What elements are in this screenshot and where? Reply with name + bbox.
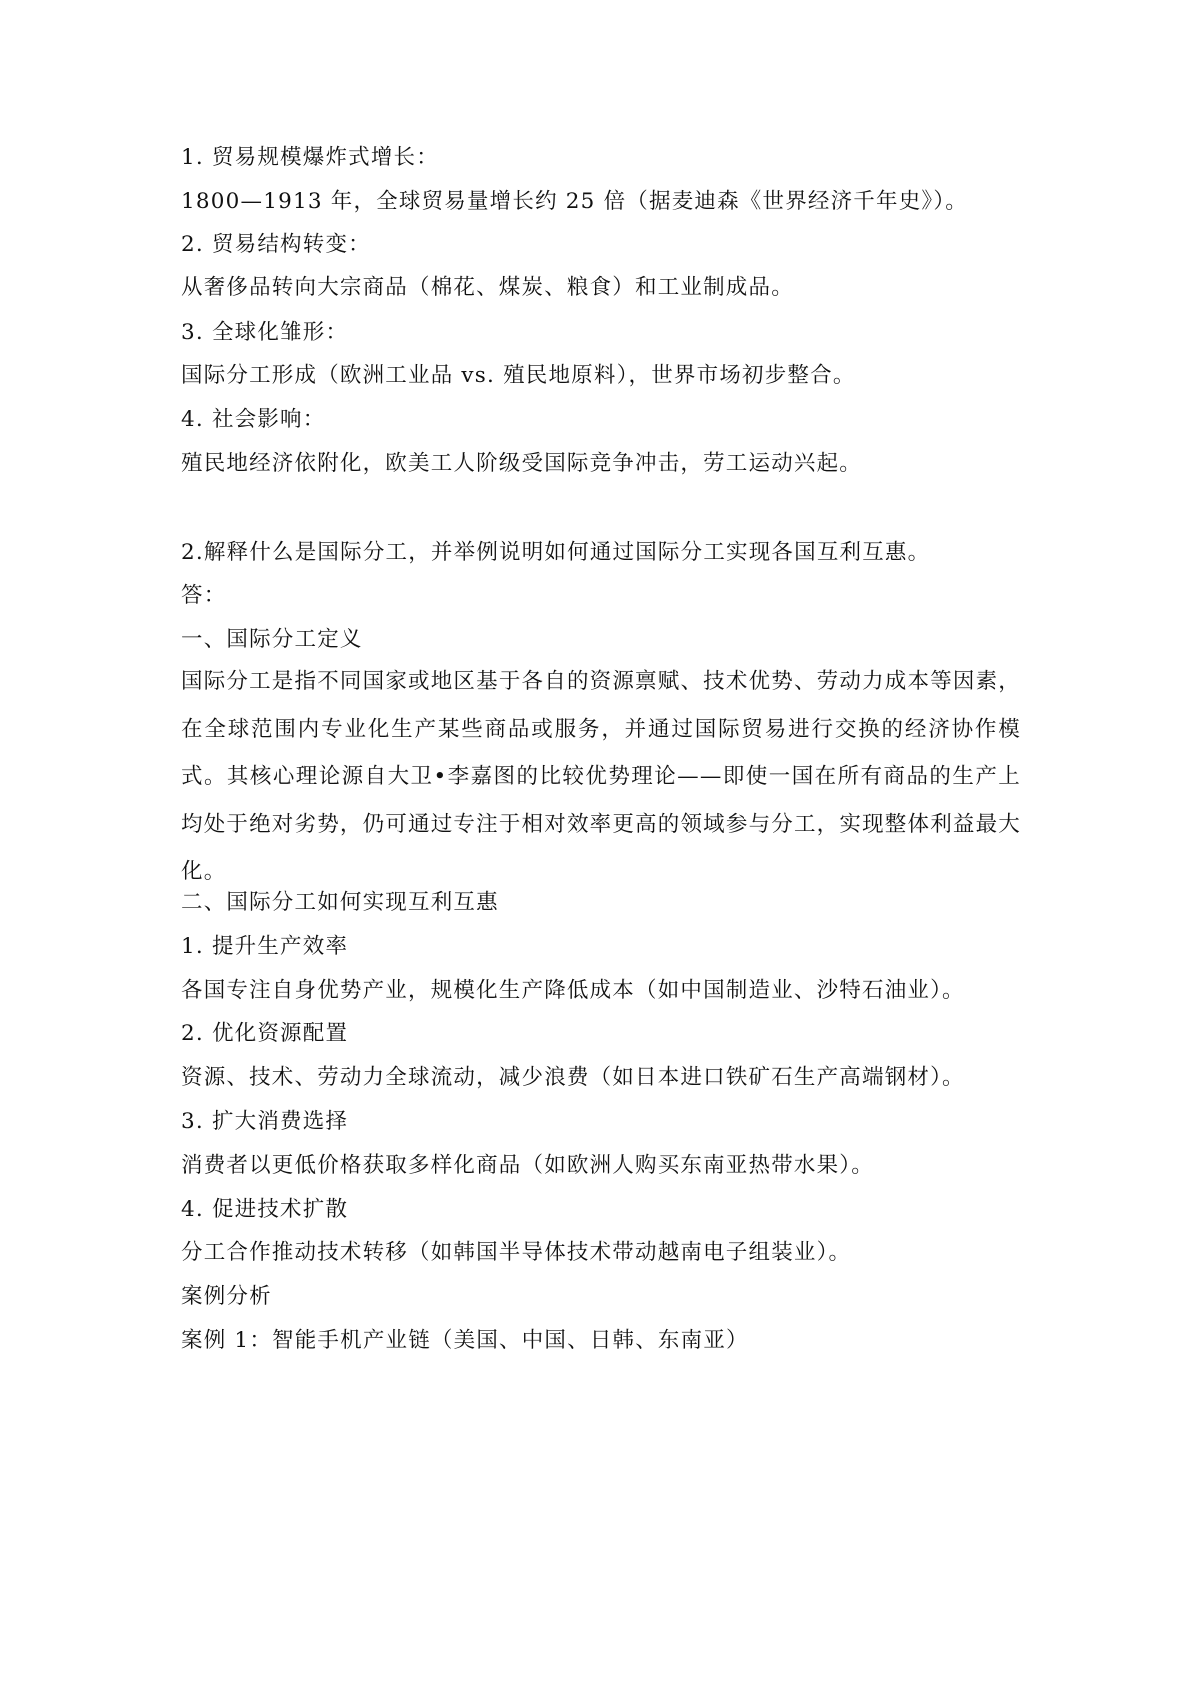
allocation-heading: 2. 优化资源配置 [181, 1021, 349, 1046]
efficiency-heading: 1. 提升生产效率 [181, 934, 349, 959]
trade-scale-heading: 1. 贸易规模爆炸式增长： [181, 145, 439, 170]
trade-scale-text: 1800—1913 年，全球贸易量增长约 25 倍（据麦迪森《世界经济千年史》）。 [181, 189, 968, 214]
technology-text: 分工合作推动技术转移（如韩国半导体技术带动越南电子组装业）。 [181, 1240, 852, 1265]
trade-structure-text: 从奢侈品转向大宗商品（棉花、煤炭、粮食）和工业制成品。 [181, 275, 794, 300]
social-impact-heading: 4. 社会影响： [181, 407, 326, 432]
question-2: 2.解释什么是国际分工，并举例说明如何通过国际分工实现各国互利互惠。 [181, 540, 931, 565]
consumption-heading: 3. 扩大消费选择 [181, 1109, 349, 1134]
definition-heading: 一、国际分工定义 [181, 627, 363, 652]
case-analysis-heading: 案例分析 [181, 1284, 272, 1309]
definition-paragraph: 国际分工是指不同国家或地区基于各自的资源禀赋、技术优势、劳动力成本等因素，在全球范围内专业化生产某些商品或服务，并通过国际贸易进行交换的经济协作模式。其核心理论源自大卫•李嘉图的比较优势理论——即使一国在所有商品的生产上均处于绝对劣势，仍可通过专注于相对效率更高的领域参与分工，实现整体利益最大化。 [181, 669, 1021, 885]
answer-label: 答： [181, 583, 227, 608]
efficiency-text: 各国专注自身优势产业，规模化生产降低成本（如中国制造业、沙特石油业）。 [181, 978, 965, 1003]
technology-heading: 4. 促进技术扩散 [181, 1197, 349, 1222]
globalization-heading: 3. 全球化雏形： [181, 320, 349, 345]
trade-structure-heading: 2. 贸易结构转变： [181, 232, 371, 257]
allocation-text: 资源、技术、劳动力全球流动，减少浪费（如日本进口铁矿石生产高端钢材）。 [181, 1065, 965, 1090]
social-impact-text: 殖民地经济依附化，欧美工人阶级受国际竞争冲击，劳工运动兴起。 [181, 451, 863, 476]
mutual-benefit-heading: 二、国际分工如何实现互利互惠 [181, 890, 499, 915]
case-1-title: 案例 1：智能手机产业链（美国、中国、日韩、东南亚） [181, 1328, 749, 1353]
globalization-text: 国际分工形成（欧洲工业品 vs. 殖民地原料），世界市场初步整合。 [181, 363, 856, 388]
consumption-text: 消费者以更低价格获取多样化商品（如欧洲人购买东南亚热带水果）。 [181, 1153, 874, 1178]
